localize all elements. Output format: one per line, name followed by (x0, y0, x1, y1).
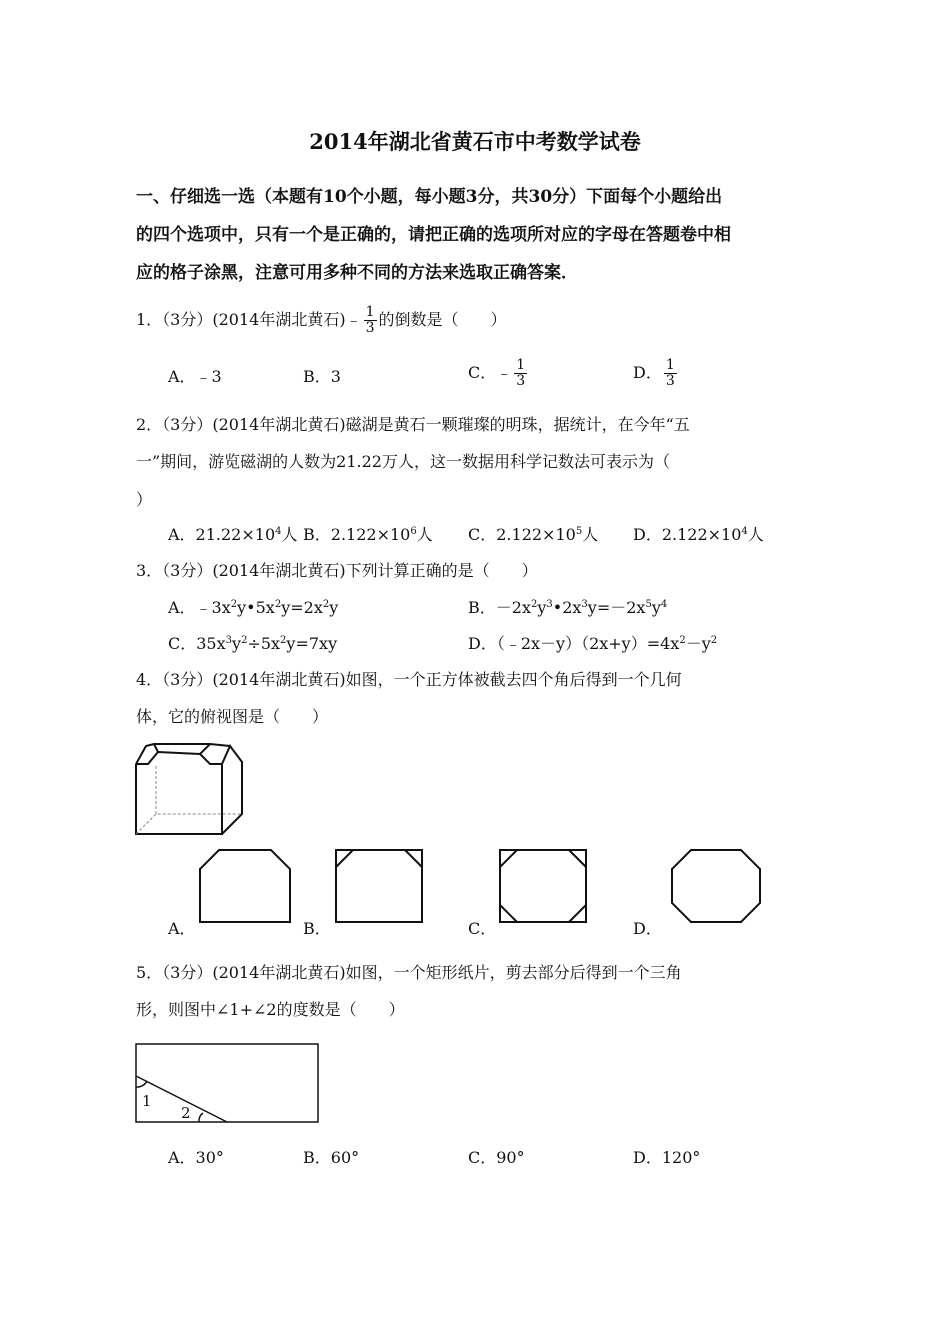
q3-option-a[interactable] (168, 597, 338, 619)
q3-b-part: y (651, 598, 661, 617)
q3-a-sup: 2 (230, 599, 238, 610)
q1-frac-num: 1 (365, 304, 375, 320)
q3-b-part: B．－2x (468, 598, 531, 617)
q1-option-c-den: 3 (516, 373, 526, 389)
question-3-stem: 3．（3分）(2014年湖北黄石)下列计算正确的是（ ） (136, 561, 538, 580)
question-5-line-1: 5．（3分）(2014年湖北黄石)如图，一个矩形纸片，剪去部分后得到一个三角 (136, 963, 682, 982)
q4-option-b-figure[interactable] (335, 849, 423, 923)
question-4-line-1: 4．（3分）(2014年湖北黄石)如图，一个正方体被截去四个角后得到一个几何 (136, 670, 682, 689)
q4-option-a[interactable]: A． (168, 919, 196, 938)
q4-option-d[interactable]: D． (633, 919, 662, 938)
q3-c-sup: 2 (280, 635, 287, 646)
q3-c-part: y (232, 634, 242, 653)
q2-option-b[interactable] (303, 524, 433, 546)
question-2-line-3: ） (136, 490, 153, 509)
q5-rectangle-figure (135, 1043, 319, 1123)
q2-b-exp: 6 (410, 526, 417, 537)
q5-option-b[interactable]: B．60° (303, 1148, 360, 1167)
q1-option-c-fraction (514, 358, 527, 389)
section-instructions (136, 178, 826, 292)
q3-b-sup: 4 (660, 599, 668, 610)
q2-b-unit: 人 (416, 525, 433, 544)
q1-option-d-fraction (664, 358, 677, 389)
q5-option-d[interactable]: D．120° (633, 1148, 701, 1167)
q3-d-part: －y (685, 634, 711, 653)
q3-c-part: C．35x (168, 634, 226, 653)
section-line-1: 一、仔细选一选（本题有10个小题，每小题3分，共30分）下面每个小题给出 (136, 187, 723, 207)
q3-a-sup: 2 (322, 599, 330, 610)
q5-option-a[interactable]: A．30° (168, 1148, 224, 1167)
q1-option-d[interactable] (633, 358, 679, 389)
q3-a-part: y•5x (237, 598, 275, 617)
q2-option-d[interactable] (633, 524, 764, 546)
q2-option-a[interactable] (168, 524, 298, 546)
q2-a-unit: 人 (281, 525, 298, 544)
q4-option-c-figure[interactable] (499, 849, 587, 923)
q3-d-sup: 2 (679, 635, 686, 646)
q3-b-sup: 5 (645, 599, 652, 610)
q3-b-part: y=－2x (587, 598, 646, 617)
q3-c-sup: 3 (225, 635, 233, 646)
section-line-2: 的四个选项中，只有一个是正确的，请把正确的选项所对应的字母在答题卷中相 (136, 225, 731, 245)
q3-c-part: y=7xy (286, 634, 338, 653)
q2-c-unit: 人 (582, 525, 599, 544)
q3-b-sup: 3 (581, 599, 588, 610)
q4-option-d-figure[interactable] (671, 849, 761, 923)
q1-option-c[interactable] (468, 358, 529, 389)
question-5-line-2: 形，则图中∠1+∠2的度数是（ ） (136, 1000, 405, 1019)
q3-option-d[interactable] (468, 633, 717, 655)
q1-option-d-den: 3 (665, 373, 675, 389)
page-title: 2014年湖北省黄石市中考数学试卷 (309, 129, 641, 154)
q2-option-c[interactable] (468, 524, 598, 546)
q3-b-sup: 2 (530, 599, 538, 610)
q4-option-b[interactable]: B． (303, 919, 331, 938)
q3-b-part: y (537, 598, 547, 617)
q1-option-c-label: C．﹣ (468, 363, 513, 382)
q1-option-c-num: 1 (516, 357, 526, 373)
q5-option-c[interactable]: C．90° (468, 1148, 525, 1167)
question-4-line-2: 体，它的俯视图是（ ） (136, 707, 329, 726)
q1-fraction (364, 305, 377, 336)
q3-b-sup: 3 (546, 599, 553, 610)
q3-a-part: y=2x (281, 598, 323, 617)
q5-angle-1-label: 1 (142, 1092, 152, 1110)
q2-c-exp: 5 (575, 526, 583, 537)
q3-option-c[interactable] (168, 633, 337, 655)
q1-suffix: 的倒数是（ ） (378, 310, 507, 329)
q1-option-a[interactable]: A．﹣3 (168, 367, 222, 386)
q2-a-exp: 4 (275, 526, 282, 537)
question-1-stem (136, 305, 507, 336)
q3-option-b[interactable] (468, 597, 667, 619)
q3-d-sup: 2 (710, 635, 718, 646)
q1-prefix: 1．（3分）(2014年湖北黄石)﹣ (136, 310, 362, 329)
q4-option-a-figure[interactable] (199, 849, 291, 923)
q1-frac-den: 3 (365, 320, 375, 336)
q2-c-base: C．2.122×10 (468, 525, 576, 544)
q2-d-unit: 人 (747, 525, 764, 544)
q3-a-sup: 2 (274, 599, 282, 610)
q1-option-b[interactable]: B．3 (303, 367, 341, 386)
q3-d-part: D．（﹣2x－y）（2x+y）=4x (468, 634, 680, 653)
q2-a-base: A．21.22×10 (168, 525, 276, 544)
q3-c-part: ÷5x (247, 634, 281, 653)
q3-b-part: •2x (552, 598, 582, 617)
q3-a-part: A．﹣3x (168, 598, 231, 617)
q2-d-exp: 4 (741, 526, 748, 537)
q2-d-base: D．2.122×10 (633, 525, 742, 544)
q4-cut-cube-figure (134, 742, 244, 836)
q2-b-base: B．2.122×10 (303, 525, 411, 544)
question-2-line-1: 2．（3分）(2014年湖北黄石)磁湖是黄石一颗璀璨的明珠，据统计，在今年“五 (136, 415, 690, 434)
q3-c-sup: 2 (241, 635, 248, 646)
q1-option-d-label: D． (633, 363, 662, 382)
q3-a-part: y (329, 598, 339, 617)
q5-angle-2-label: 2 (181, 1104, 191, 1122)
q4-option-c[interactable]: C． (468, 919, 497, 938)
q1-option-d-num: 1 (665, 357, 675, 373)
section-line-3: 应的格子涂黑，注意可用多种不同的方法来选取正确答案． (136, 263, 578, 283)
question-2-line-2: 一”期间，游览磁湖的人数为21.22万人，这一数据用科学记数法可表示为（ (136, 452, 670, 471)
